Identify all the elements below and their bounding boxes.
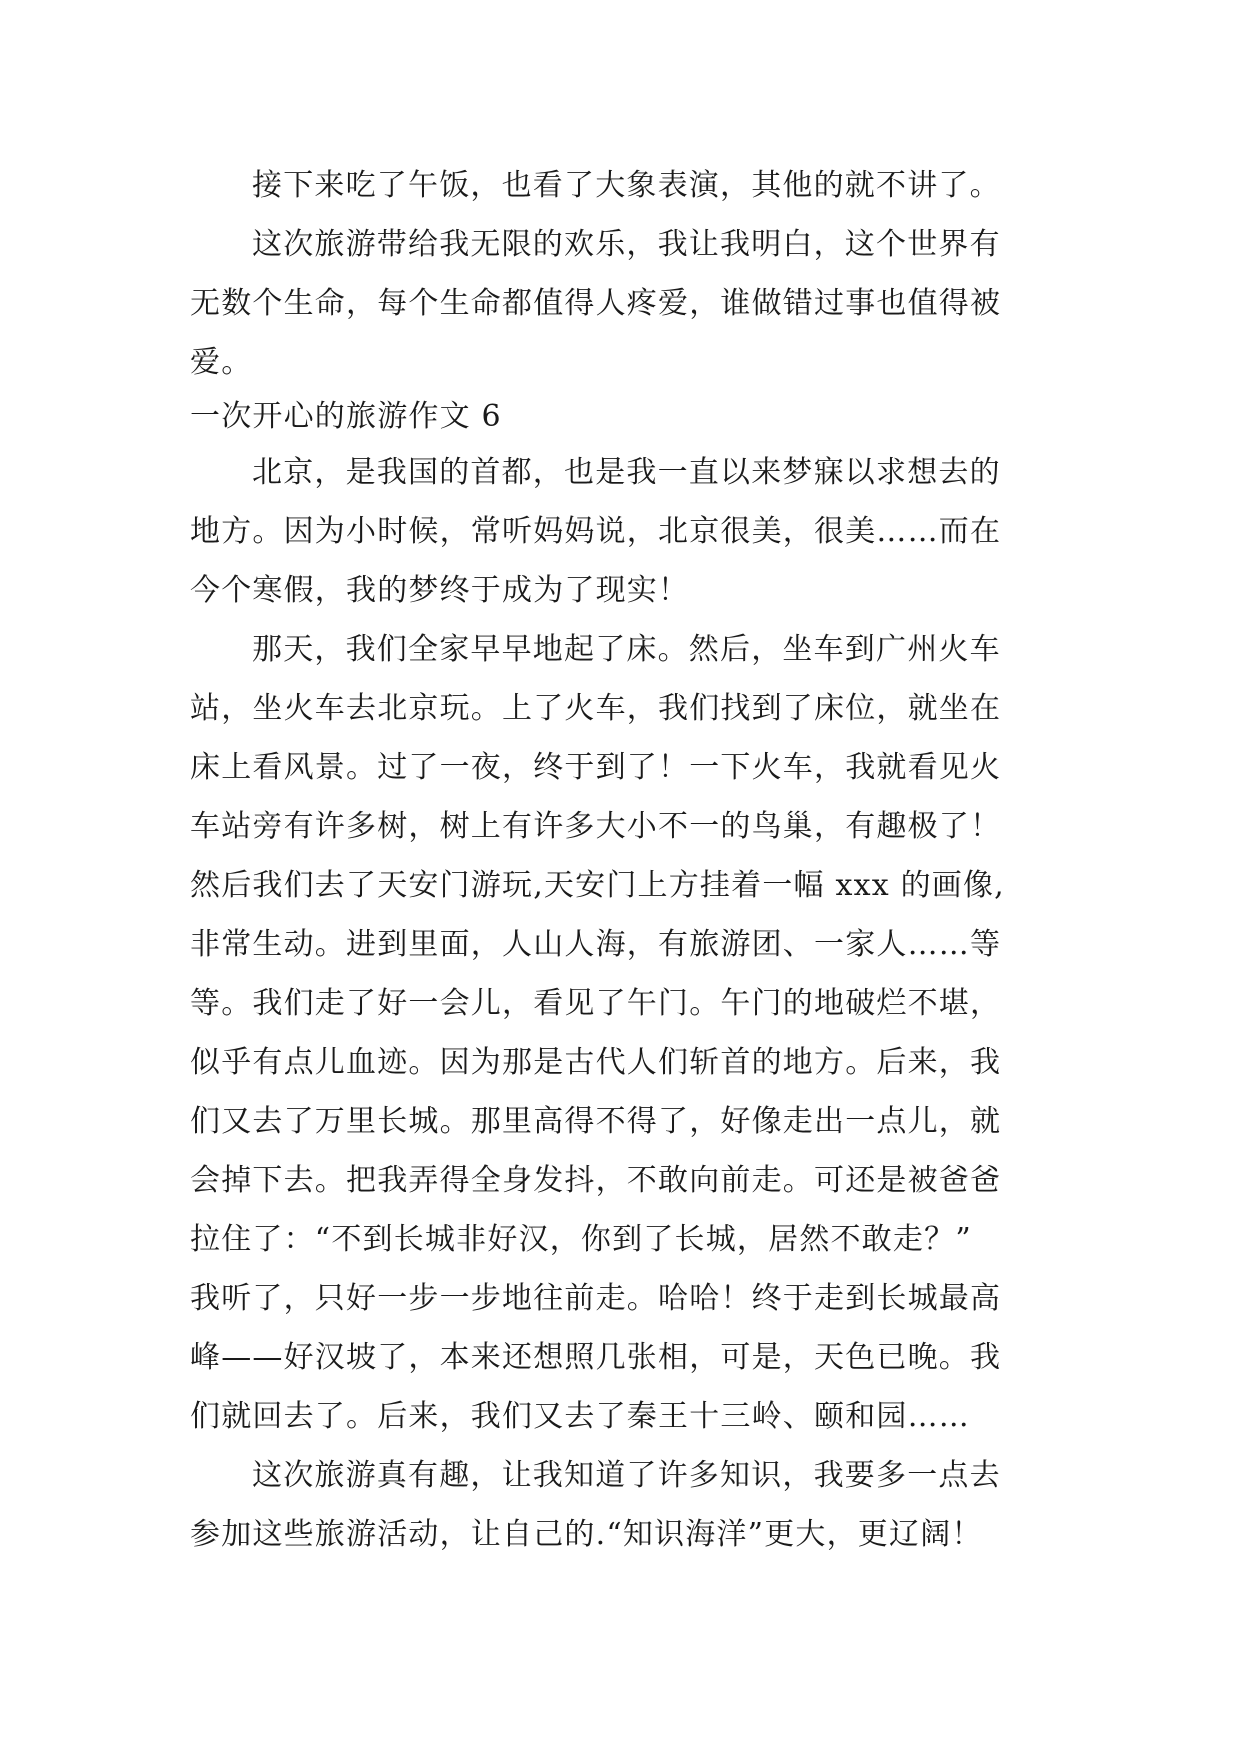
paragraph-4-line-5: 然后我们去了天安门游玩,天安门上方挂着一幅 xxx 的画像, [190,868,1005,903]
paragraph-3-line-3: 今个寒假，我的梦终于成为了现实！ [190,573,690,608]
paragraph-4-line-12: 我听了，只好一步一步地往前走。哈哈！终于走到长城最高 [190,1281,1002,1316]
paragraph-1-line-1: 接下来吃了午饭，也看了大象表演，其他的就不讲了。 [252,168,1001,203]
paragraph-4-line-10: 会掉下去。把我弄得全身发抖，不敢向前走。可还是被爸爸 [190,1163,1002,1198]
paragraph-2-line-1: 这次旅游带给我无限的欢乐，我让我明白，这个世界有 [252,227,1001,262]
paragraph-5-line-1: 这次旅游真有趣，让我知道了许多知识，我要多一点去 [252,1458,1001,1493]
paragraph-3-line-1: 北京，是我国的首都，也是我一直以来梦寐以求想去的 [252,455,1001,490]
paragraph-4-line-1: 那天，我们全家早早地起了床。然后，坐车到广州火车 [252,632,1001,667]
paragraph-3-line-2: 地方。因为小时候，常听妈妈说，北京很美，很美……而在 [190,514,1002,549]
paragraph-4-line-7: 等。我们走了好一会儿，看见了午门。午门的地破烂不堪， [190,986,1002,1021]
paragraph-4-line-13: 峰——好汉坡了，本来还想照几张相，可是，天色已晚。我 [190,1340,1002,1375]
paragraph-4-line-4: 车站旁有许多树，树上有许多大小不一的鸟巢，有趣极了！ [190,809,1002,844]
paragraph-4-line-3: 床上看风景。过了一夜，终于到了！一下火车，我就看见火 [190,750,1002,785]
paragraph-5-line-2: 参加这些旅游活动，让自己的.“知识海洋”更大，更辽阔！ [190,1517,983,1552]
paragraph-2-line-2: 无数个生命，每个生命都值得人疼爱，谁做错过事也值得被 [190,286,1002,321]
paragraph-4-line-9: 们又去了万里长城。那里高得不得了，好像走出一点儿，就 [190,1104,1002,1139]
paragraph-4-line-11: 拉住了：“不到长城非好汉，你到了长城，居然不敢走？” [190,1222,972,1257]
paragraph-4-line-8: 似乎有点儿血迹。因为那是古代人们斩首的地方。后来，我 [190,1045,1002,1080]
paragraph-2-line-3: 爱。 [190,345,253,380]
paragraph-4-line-6: 非常生动。进到里面，人山人海，有旅游团、一家人……等 [190,927,1002,962]
section-heading: 一次开心的旅游作文 6 [190,399,502,434]
paragraph-4-line-14: 们就回去了。后来，我们又去了秦王十三岭、颐和园…… [190,1399,970,1434]
paragraph-4-line-2: 站，坐火车去北京玩。上了火车，我们找到了床位，就坐在 [190,691,1002,726]
